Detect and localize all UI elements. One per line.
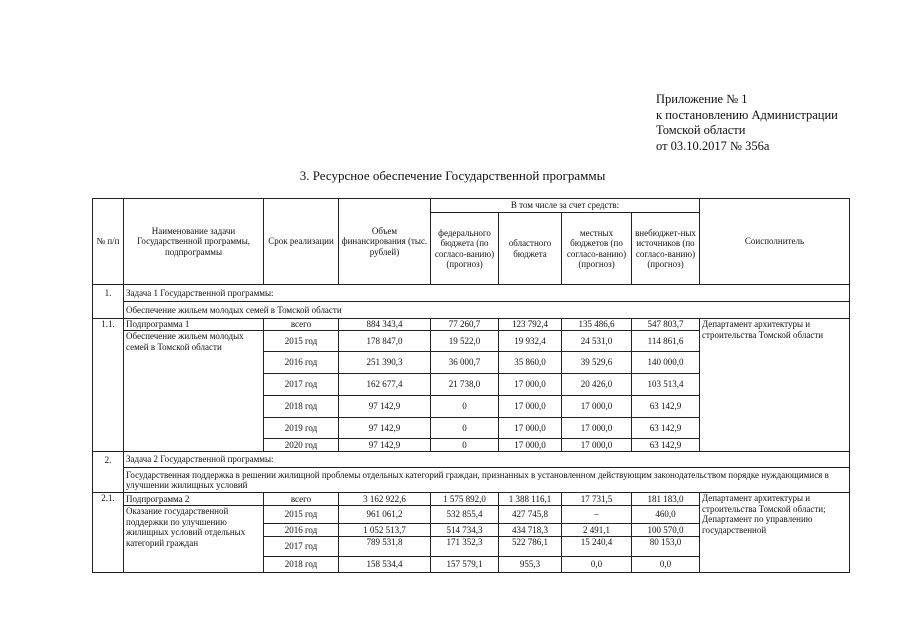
local-cell: 17 000,0 <box>562 439 632 452</box>
local-cell: 24 531,0 <box>562 331 632 352</box>
extra-cell: 140 000,0 <box>632 352 700 374</box>
volume-cell: 162 677,4 <box>339 374 431 396</box>
volume-cell: 1 052 513,7 <box>339 524 431 537</box>
extra-cell: 181 183,0 <box>632 493 700 506</box>
federal-cell: 0 <box>431 439 499 452</box>
local-cell: 135 486,6 <box>562 319 632 331</box>
regional-cell: 35 860,0 <box>499 352 562 374</box>
term-cell: 2015 год <box>264 506 339 524</box>
sub1-name: Подпрограмма 1 <box>124 319 264 331</box>
task1-desc: Обеспечение жильем молодых семей в Томской области <box>124 302 850 319</box>
term-cell: 2015 год <box>264 331 339 352</box>
task1-num: 1. <box>93 285 124 302</box>
extra-cell: 63 142,9 <box>632 439 700 452</box>
regional-cell: 522 786,1 <box>499 537 562 557</box>
local-cell: 17 731,5 <box>562 493 632 506</box>
appendix-line-2: к постановлению Администрации <box>656 107 838 122</box>
header-num: № п/п <box>93 199 124 285</box>
extra-cell: 63 142,9 <box>632 418 700 439</box>
sub1-desc: Обеспечение жильем молодых семей в Томской области <box>124 331 264 452</box>
volume-cell: 251 390,3 <box>339 352 431 374</box>
header-including: В том числе за счет средств: <box>431 199 700 213</box>
task2-num: 2. <box>93 452 124 468</box>
document-title: 3. Ресурсное обеспечение Государственной программы <box>299 168 606 183</box>
term-cell: всего <box>264 493 339 506</box>
local-cell: 0,0 <box>562 557 632 573</box>
extra-cell: 114 861,6 <box>632 331 700 352</box>
sub2-name: Подпрограмма 2 <box>124 493 264 506</box>
federal-cell: 157 579,1 <box>431 557 499 573</box>
term-cell: 2016 год <box>264 524 339 537</box>
volume-cell: 178 847,0 <box>339 331 431 352</box>
volume-cell: 158 534,4 <box>339 557 431 573</box>
regional-cell: 17 000,0 <box>499 396 562 418</box>
regional-cell: 427 745,8 <box>499 506 562 524</box>
extra-cell: 547 803,7 <box>632 319 700 331</box>
task1-desc-row <box>93 302 850 319</box>
federal-cell: 0 <box>431 418 499 439</box>
task2-desc-row <box>93 468 850 493</box>
appendix-line-3: Томской области <box>656 123 746 137</box>
extra-cell: 0,0 <box>632 557 700 573</box>
header-row-1 <box>93 199 850 213</box>
term-cell: 2020 год <box>264 439 339 452</box>
term-cell: 2019 год <box>264 418 339 439</box>
federal-cell: 77 260,7 <box>431 319 499 331</box>
appendix-line-1: Приложение № 1 <box>656 92 748 106</box>
federal-cell: 0 <box>431 396 499 418</box>
regional-cell: 1 388 116,1 <box>499 493 562 506</box>
header-local: местных бюджетов (по согласо-ванию) (прогноз) <box>562 213 632 285</box>
local-cell: 17 000,0 <box>562 418 632 439</box>
federal-cell: 532 855,4 <box>431 506 499 524</box>
term-cell: 2017 год <box>264 374 339 396</box>
federal-cell: 21 738,0 <box>431 374 499 396</box>
sub1-executor: Департамент архитектуры и строительства Томской области <box>700 319 850 452</box>
task2-title-row <box>93 452 850 468</box>
term-cell: 2017 год <box>264 537 339 557</box>
task2-title: Задача 2 Государственной программы: <box>124 452 850 468</box>
volume-cell: 97 142,9 <box>339 418 431 439</box>
volume-cell: 3 162 922,6 <box>339 493 431 506</box>
table-row <box>93 319 850 331</box>
sub2-desc: Оказание государственной поддержки по улучшению жилищных условий отдельных категорий граждан <box>124 506 264 573</box>
volume-cell: 961 061,2 <box>339 506 431 524</box>
regional-cell: 123 792,4 <box>499 319 562 331</box>
local-cell: 20 426,0 <box>562 374 632 396</box>
volume-cell: 789 531,8 <box>339 537 431 557</box>
volume-cell: 97 142,9 <box>339 396 431 418</box>
regional-cell: 17 000,0 <box>499 374 562 396</box>
sub1-num: 1.1. <box>93 319 124 452</box>
extra-cell: 103 513,4 <box>632 374 700 396</box>
header-federal: федерального бюджета (по согласо-ванию) (прогноз) <box>431 213 499 285</box>
table-row <box>93 493 850 506</box>
header-regional: областного бюджета <box>499 213 562 285</box>
federal-cell: 19 522,0 <box>431 331 499 352</box>
regional-cell: 434 718,3 <box>499 524 562 537</box>
term-cell: 2018 год <box>264 396 339 418</box>
extra-cell: 100 570,0 <box>632 524 700 537</box>
volume-cell: 884 343,4 <box>339 319 431 331</box>
header-name: Наименование задачи Государственной программы, подпрограммы <box>124 199 264 285</box>
task1-title-row <box>93 285 850 302</box>
task1-title: Задача 1 Государственной программы: <box>124 285 850 302</box>
local-cell: 15 240,4 <box>562 537 632 557</box>
regional-cell: 19 932,4 <box>499 331 562 352</box>
federal-cell: 1 575 892,0 <box>431 493 499 506</box>
local-cell: 2 491,1 <box>562 524 632 537</box>
extra-cell: 460,0 <box>632 506 700 524</box>
federal-cell: 36 000,7 <box>431 352 499 374</box>
term-cell: 2018 год <box>264 557 339 573</box>
local-cell: 17 000,0 <box>562 396 632 418</box>
resource-table <box>92 198 850 573</box>
header-term: Срок реализации <box>264 199 339 285</box>
sub2-num: 2.1. <box>93 493 124 573</box>
header-extra: внебюджет-ных источников (по согласо-ванию) (прогноз) <box>632 213 700 285</box>
extra-cell: 80 153,0 <box>632 537 700 557</box>
volume-cell: 97 142,9 <box>339 439 431 452</box>
regional-cell: 955,3 <box>499 557 562 573</box>
sub2-executor: Департамент архитектуры и строительства Томской области; Департамент по управлению государственной <box>700 493 850 573</box>
appendix-note <box>656 92 838 154</box>
task2-desc: Государственная поддержка в решении жилищной проблемы отдельных категорий граждан, признанных в установленном действующим законодательством порядке нуждающимися в улучшении жилищных условий <box>124 468 850 493</box>
federal-cell: 514 734,3 <box>431 524 499 537</box>
term-cell: 2016 год <box>264 352 339 374</box>
extra-cell: 63 142,9 <box>632 396 700 418</box>
federal-cell: 171 352,3 <box>431 537 499 557</box>
term-cell: всего <box>264 319 339 331</box>
regional-cell: 17 000,0 <box>499 439 562 452</box>
local-cell: 39 529,6 <box>562 352 632 374</box>
header-volume: Объем финансирования (тыс. рублей) <box>339 199 431 285</box>
header-executor: Соисполнитель <box>700 199 850 285</box>
appendix-line-4: от 03.10.2017 № 356а <box>656 138 770 153</box>
regional-cell: 17 000,0 <box>499 418 562 439</box>
local-cell: – <box>562 506 632 524</box>
